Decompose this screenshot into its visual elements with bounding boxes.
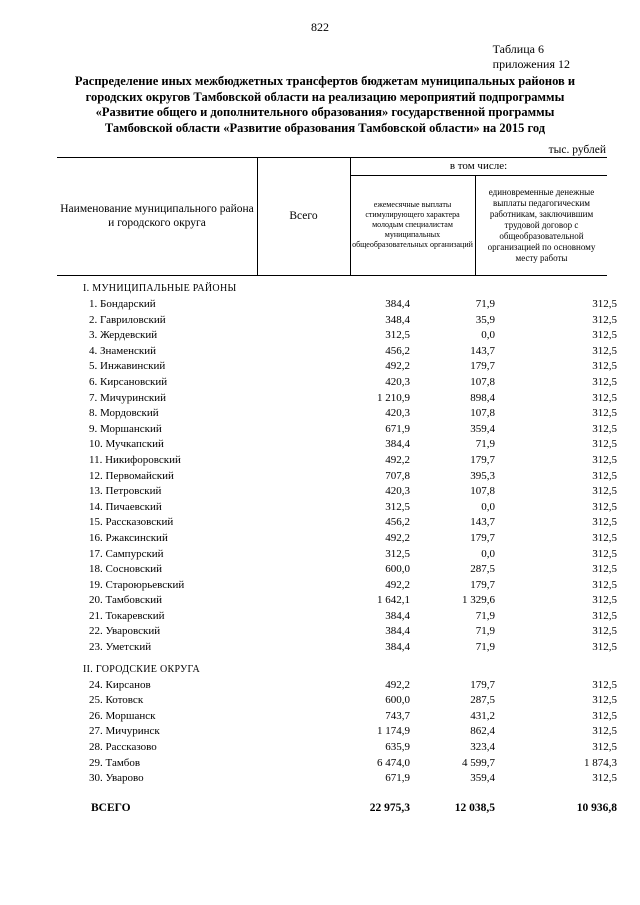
- header-col-divider: [475, 175, 476, 276]
- total-value: 600,0: [385, 563, 410, 576]
- district-name: 20. Тамбовский: [89, 594, 163, 607]
- monthly-payment-value: 0,0: [481, 547, 495, 560]
- district-name: 23. Уметский: [89, 641, 152, 654]
- page-number: 822: [311, 20, 329, 34]
- onetime-payment-value: 312,5: [592, 360, 617, 373]
- total-value: 492,2: [385, 453, 410, 466]
- table-number: Таблица 6: [492, 42, 544, 56]
- monthly-payment-value: 1 329,6: [462, 594, 495, 607]
- monthly-payment-value: 287,5: [470, 563, 495, 576]
- total-value: 312,5: [385, 329, 410, 342]
- monthly-payment-value: 71,9: [475, 625, 495, 638]
- onetime-payment-value: 312,5: [592, 772, 617, 785]
- table-row: [57, 437, 617, 453]
- onetime-payment-value: 312,5: [592, 531, 617, 544]
- units-label: тыс. рублей: [548, 144, 606, 156]
- table-body: [57, 281, 617, 817]
- district-name: 2. Гавриловский: [89, 313, 166, 326]
- district-name: 19. Староюрьевский: [89, 578, 185, 591]
- header-including-divider: [350, 175, 607, 176]
- table-row: [57, 624, 617, 640]
- onetime-payment-value: 312,5: [592, 625, 617, 638]
- onetime-payment-value: 312,5: [592, 485, 617, 498]
- table-row: [57, 709, 617, 725]
- district-name: 29. Тамбов: [89, 756, 141, 769]
- district-name: 10. Мучкапский: [89, 438, 164, 451]
- appendix-reference: приложения 12: [492, 57, 570, 71]
- district-name: 22. Уваровский: [89, 625, 161, 638]
- total-value: 492,2: [385, 678, 410, 691]
- table-row: [57, 740, 617, 756]
- district-name: 3. Жердевский: [89, 329, 158, 342]
- document-title: Распределение иных межбюджетных трансфертов бюджетам муниципальных районов и городских округов Тамбовской области на реализацию мероприятий подпрограммы «Развитие общего и дополнительного образования» государственной программы Тамбовской области «Развитие образования Тамбовской области» на 2015 год: [74, 74, 576, 135]
- onetime-payment-value: 312,5: [592, 578, 617, 591]
- district-name: 17. Сампурский: [89, 547, 164, 560]
- onetime-payment-value: 312,5: [592, 453, 617, 466]
- column-header-including: в том числе:: [449, 160, 508, 172]
- table-row: [57, 344, 617, 360]
- table-row: [57, 578, 617, 594]
- total-value: 456,2: [385, 516, 410, 529]
- total-value: 384,4: [385, 641, 410, 654]
- total-value: 384,4: [385, 625, 410, 638]
- table-row: [57, 547, 617, 563]
- onetime-payment-value: 312,5: [592, 375, 617, 388]
- total-value: 456,2: [385, 344, 410, 357]
- district-name: 5. Инжавинский: [89, 360, 166, 373]
- onetime-payment-value: 312,5: [592, 609, 617, 622]
- onetime-payment-value: 312,5: [592, 741, 617, 754]
- table-row: [57, 375, 617, 391]
- table-row: [57, 359, 617, 375]
- table-row: [57, 771, 617, 787]
- total-value: 492,2: [385, 578, 410, 591]
- onetime-payment-value: 312,5: [592, 563, 617, 576]
- district-name: 7. Мичуринский: [89, 391, 166, 404]
- district-name: 14. Пичаевский: [89, 500, 162, 513]
- onetime-payment-value: 312,5: [592, 469, 617, 482]
- total-value: 420,3: [385, 375, 410, 388]
- grand-total-row: [57, 799, 617, 817]
- district-name: 1. Бондарский: [89, 298, 156, 310]
- header-bottom-border: [57, 275, 607, 276]
- section-title: I. МУНИЦИПАЛЬНЫЕ РАЙОНЫ: [83, 283, 237, 294]
- district-name: 12. Первомайский: [89, 469, 174, 482]
- onetime-payment-value: 312,5: [592, 438, 617, 451]
- monthly-payment-value: 71,9: [475, 641, 495, 654]
- table-row: [57, 328, 617, 344]
- table-row: [57, 391, 617, 407]
- monthly-payment-value: 179,7: [470, 578, 495, 591]
- total-value: 635,9: [385, 741, 410, 754]
- onetime-payment-value: 312,5: [592, 694, 617, 707]
- total-value: 743,7: [385, 709, 410, 722]
- district-name: 26. Моршанск: [89, 709, 156, 722]
- monthly-payment-value: 179,7: [470, 360, 495, 373]
- monthly-payment-value: 179,7: [470, 678, 495, 691]
- total-value: 671,9: [385, 422, 410, 435]
- district-name: 11. Никифоровский: [89, 453, 181, 466]
- onetime-payment-value: 312,5: [592, 709, 617, 722]
- section-title: II. ГОРОДСКИЕ ОКРУГА: [83, 663, 201, 675]
- table-row: [57, 453, 617, 469]
- onetime-payment-value: 1 874,3: [584, 756, 617, 769]
- monthly-payment-value: 431,2: [470, 709, 495, 722]
- total-value: 600,0: [385, 694, 410, 707]
- table-header: [57, 157, 607, 277]
- district-name: 24. Кирсанов: [89, 678, 151, 691]
- monthly-payment-value: 143,7: [470, 516, 495, 529]
- table-row: [57, 562, 617, 578]
- table-row: [57, 531, 617, 547]
- table-row: [57, 515, 617, 531]
- monthly-payment-value: 179,7: [470, 453, 495, 466]
- monthly-payment-value: 898,4: [470, 391, 495, 404]
- column-header-total: Всего: [289, 210, 318, 222]
- grand-total-onetime: 10 936,8: [576, 801, 617, 814]
- district-name: 21. Токаревский: [89, 609, 165, 622]
- grand-total-monthly: 12 038,5: [454, 801, 495, 814]
- total-value: 492,2: [385, 531, 410, 544]
- total-value: 1 642,1: [377, 594, 410, 607]
- grand-total-value: 22 975,3: [369, 801, 410, 814]
- district-name: 25. Котовск: [89, 694, 144, 707]
- monthly-payment-value: 287,5: [470, 694, 495, 707]
- table-row: [57, 609, 617, 625]
- monthly-payment-value: 862,4: [470, 725, 495, 738]
- monthly-payment-value: 71,9: [475, 298, 495, 310]
- monthly-payment-value: 179,7: [470, 531, 495, 544]
- onetime-payment-value: 312,5: [592, 407, 617, 420]
- column-header-name: Наименование муниципального района и городского округа: [60, 203, 254, 229]
- onetime-payment-value: 312,5: [592, 725, 617, 738]
- total-value: 1 210,9: [377, 391, 410, 404]
- monthly-payment-value: 395,3: [470, 469, 495, 482]
- monthly-payment-value: 107,8: [470, 375, 495, 388]
- district-name: 6. Кирсановский: [89, 375, 168, 388]
- table-row: [57, 593, 617, 609]
- onetime-payment-value: 312,5: [592, 329, 617, 342]
- table-row: [57, 484, 617, 500]
- total-value: 384,4: [385, 298, 410, 310]
- district-name: 15. Рассказовский: [89, 516, 174, 529]
- district-name: 27. Мичуринск: [89, 725, 160, 738]
- total-value: 384,4: [385, 438, 410, 451]
- onetime-payment-value: 312,5: [592, 298, 617, 310]
- onetime-payment-value: 312,5: [592, 641, 617, 654]
- table-row: [57, 406, 617, 422]
- district-name: 18. Сосновский: [89, 563, 163, 576]
- district-name: 8. Мордовский: [89, 407, 159, 420]
- total-value: 1 174,9: [377, 725, 410, 738]
- table-row: [57, 693, 617, 709]
- grand-total-label: ВСЕГО: [91, 801, 131, 814]
- total-value: 420,3: [385, 485, 410, 498]
- monthly-payment-value: 0,0: [481, 329, 495, 342]
- district-name: 16. Ржаксинский: [89, 531, 168, 544]
- district-name: 9. Моршанский: [89, 422, 162, 435]
- monthly-payment-value: 0,0: [481, 500, 495, 513]
- table-row: [57, 756, 617, 772]
- table-row: [57, 678, 617, 694]
- table-row: [57, 724, 617, 740]
- onetime-payment-value: 312,5: [592, 344, 617, 357]
- total-value: 312,5: [385, 500, 410, 513]
- table-row: [57, 422, 617, 438]
- monthly-payment-value: 35,9: [475, 313, 495, 326]
- onetime-payment-value: 312,5: [592, 422, 617, 435]
- district-name: 28. Рассказово: [89, 741, 157, 754]
- onetime-payment-value: 312,5: [592, 516, 617, 529]
- district-name: 30. Уварово: [89, 772, 144, 785]
- onetime-payment-value: 312,5: [592, 500, 617, 513]
- total-value: 707,8: [385, 469, 410, 482]
- total-value: 384,4: [385, 609, 410, 622]
- onetime-payment-value: 312,5: [592, 547, 617, 560]
- total-value: 492,2: [385, 360, 410, 373]
- table-row: [57, 313, 617, 329]
- table-row: [57, 297, 617, 313]
- onetime-payment-value: 312,5: [592, 594, 617, 607]
- monthly-payment-value: 143,7: [470, 344, 495, 357]
- monthly-payment-value: 107,8: [470, 407, 495, 420]
- table-reference: [493, 42, 570, 72]
- district-name: 4. Знаменский: [89, 344, 157, 357]
- total-value: 6 474,0: [377, 756, 410, 769]
- monthly-payment-value: 359,4: [470, 422, 495, 435]
- monthly-payment-value: 107,8: [470, 485, 495, 498]
- total-value: 348,4: [385, 313, 410, 326]
- district-name: 13. Петровский: [89, 485, 162, 498]
- total-value: 312,5: [385, 547, 410, 560]
- onetime-payment-value: 312,5: [592, 678, 617, 691]
- onetime-payment-value: 312,5: [592, 313, 617, 326]
- table-row: [57, 640, 617, 656]
- monthly-payment-value: 71,9: [475, 438, 495, 451]
- monthly-payment-value: 4 599,7: [462, 756, 495, 769]
- monthly-payment-value: 359,4: [470, 772, 495, 785]
- total-value: 420,3: [385, 407, 410, 420]
- monthly-payment-value: 71,9: [475, 609, 495, 622]
- column-header-monthly-payments: ежемесячные выплаты стимулирующего характера молодым специалистам муниципальных общеобразовательных организаций: [352, 200, 473, 249]
- table-row: [57, 469, 617, 485]
- monthly-payment-value: 323,4: [470, 741, 495, 754]
- total-value: 671,9: [385, 772, 410, 785]
- onetime-payment-value: 312,5: [592, 391, 617, 404]
- column-header-onetime-payments: единовременные денежные выплаты педагогическим работникам, заключившим трудовой договор с общеобразовательной организацией по основному месту работы: [487, 186, 596, 263]
- table-row: [57, 500, 617, 516]
